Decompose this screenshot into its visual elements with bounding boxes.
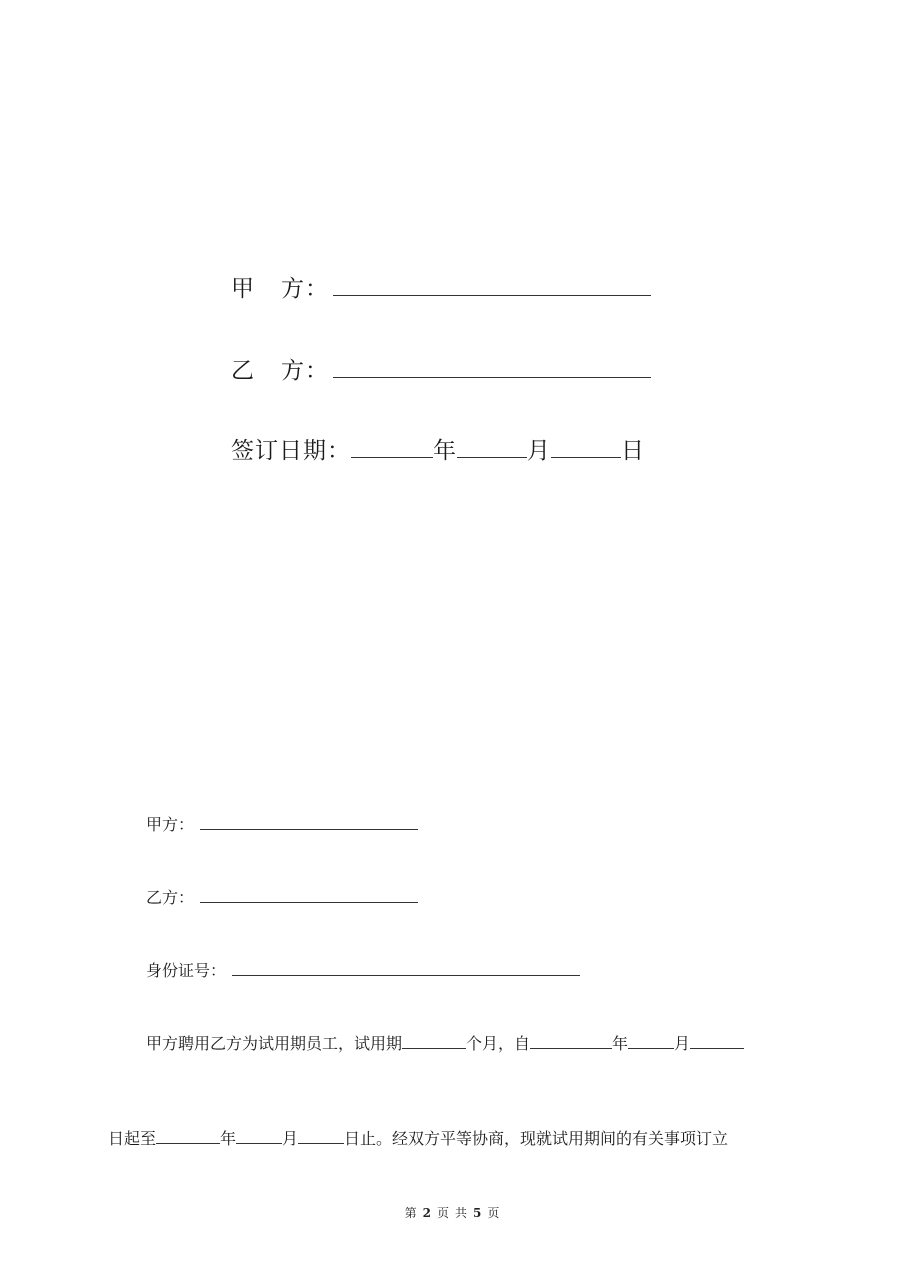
para1-day-blank[interactable] (690, 1047, 744, 1049)
cover-party-b-label-1: 乙 (231, 358, 255, 384)
cover-year-blank[interactable] (351, 456, 433, 458)
para2-day-blank[interactable] (298, 1142, 344, 1144)
cover-sign-date-label: 签订日期： (231, 438, 351, 464)
body-id-label: 身份证号： (146, 961, 227, 980)
cover-day-label: 日 (621, 438, 645, 464)
body-paragraph-line-1 (146, 1031, 744, 1054)
para1-month-blank[interactable] (628, 1047, 674, 1049)
cover-month-blank[interactable] (457, 456, 527, 458)
footer-total-pages: 5 (473, 1206, 482, 1220)
para2-year-blank[interactable] (156, 1142, 220, 1144)
body-id-blank[interactable] (232, 974, 580, 976)
para2-month-blank[interactable] (236, 1142, 282, 1144)
para1-months-blank[interactable] (402, 1047, 466, 1049)
cover-day-blank[interactable] (551, 456, 621, 458)
body-id-row (146, 958, 580, 981)
para1-month-label: 月 (674, 1034, 691, 1053)
body-party-a-blank[interactable] (200, 828, 418, 830)
para2-day-text: 日起至 (108, 1129, 157, 1148)
cover-year-label: 年 (433, 438, 457, 464)
body-party-b-row (146, 885, 418, 908)
page-footer (0, 1204, 904, 1221)
para2-year-label: 年 (220, 1129, 237, 1148)
body-paragraph-line-2 (108, 1126, 728, 1149)
body-party-b-blank[interactable] (200, 901, 418, 903)
footer-mid-2: 共 (455, 1206, 468, 1220)
body-party-a-label: 甲方： (146, 815, 195, 834)
para1-year-blank[interactable] (530, 1047, 612, 1049)
footer-suffix: 页 (487, 1206, 500, 1220)
cover-party-b-label-2: 方： (281, 358, 329, 384)
body-party-a-row (146, 812, 418, 835)
footer-page-number: 2 (422, 1206, 431, 1220)
cover-party-a-label-2: 方： (281, 276, 329, 302)
cover-party-b-blank[interactable] (333, 376, 651, 378)
cover-sign-date-row (231, 432, 645, 465)
cover-party-b-row (231, 352, 651, 385)
cover-party-a-row (231, 270, 651, 303)
para1-text-1: 甲方聘用乙方为试用期员工，试用期 (146, 1034, 403, 1053)
para2-rest-text: 日止。经双方平等协商，现就试用期间的有关事项订立 (344, 1129, 729, 1148)
para2-month-label: 月 (282, 1129, 299, 1148)
cover-month-label: 月 (527, 438, 551, 464)
footer-mid-1: 页 (436, 1206, 449, 1220)
body-party-b-label: 乙方： (146, 888, 195, 907)
para1-text-2: 个月，自 (466, 1034, 531, 1053)
cover-party-a-label-1: 甲 (231, 276, 255, 302)
para1-year-label: 年 (612, 1034, 629, 1053)
cover-party-a-blank[interactable] (333, 294, 651, 296)
footer-prefix: 第 (404, 1206, 417, 1220)
